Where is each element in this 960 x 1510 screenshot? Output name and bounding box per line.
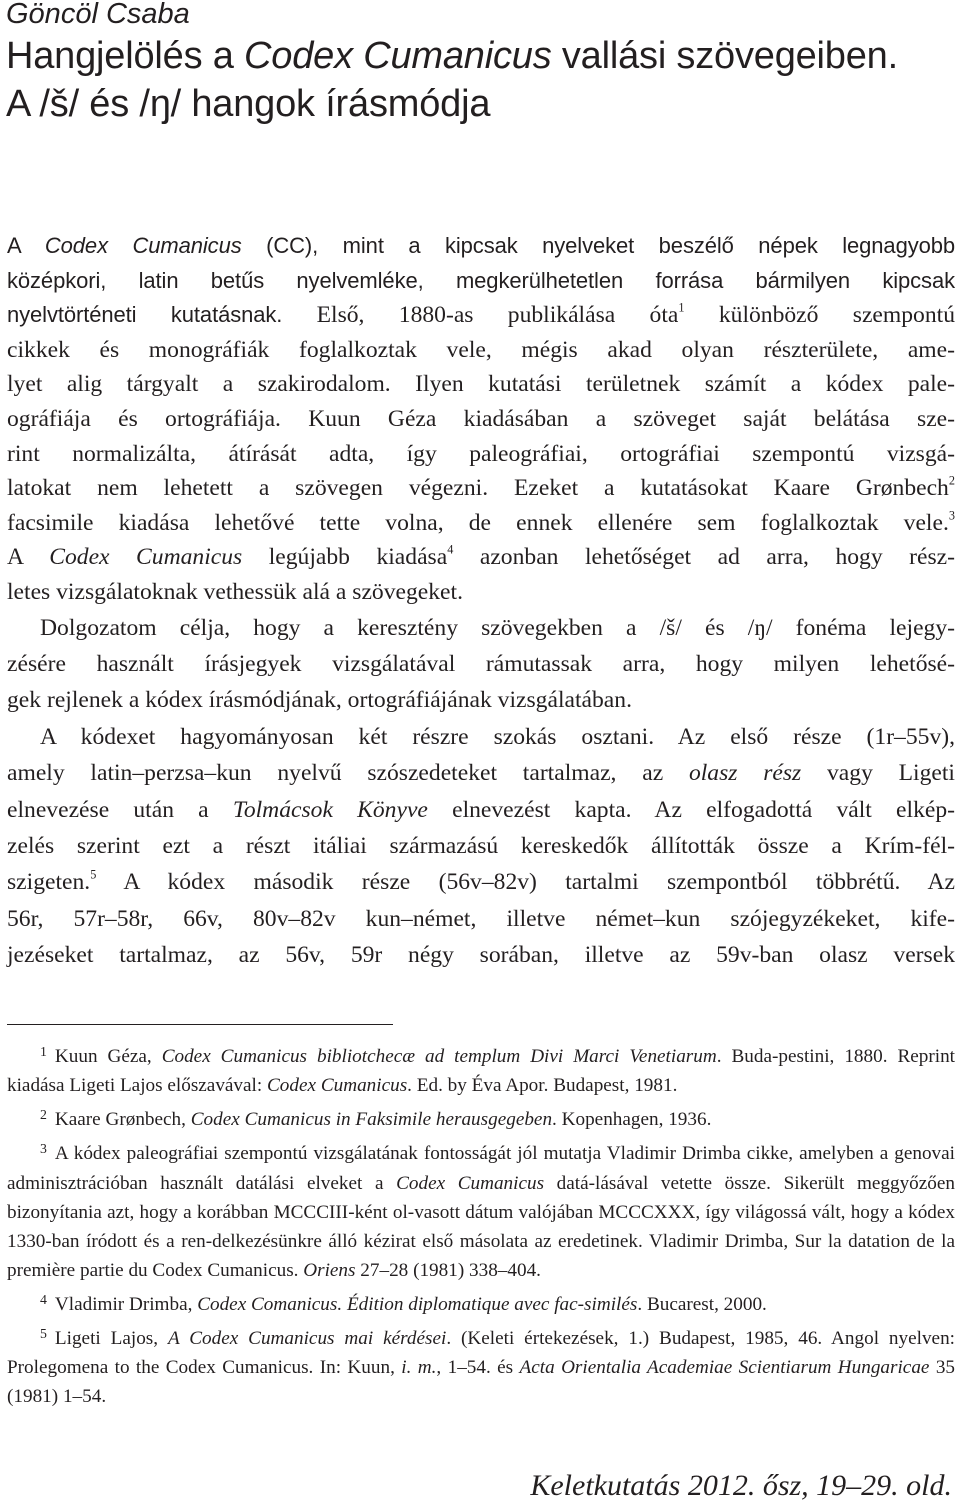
body-line: elnevezése után a Tolmácsok Könyve elnevezést kapta. Az elfogadottá vált elkép-	[7, 796, 956, 823]
footnote-1: $^1$ Kuun Géza, Codex Cumanicus bibliotchecæ ad templum Divi Marci Venetiarum. Buda-pestini, 1880. Reprint kiadása Ligeti Lajos előszavával: Codex Cumanicus. Ed. by Éva Apor. Budapest, 1981.	[7, 1044, 956, 1097]
footnote-5: $^5$ Ligeti Lajos, A Codex Cumanicus mai kérdései. (Keleti értekezések, 1.) Budapest, 1985, 46. Angol nyelven: Prolegomena to the Codex Cumanicus. In: Kuun, i. m., 1–54. és Acta Orientalia Academiae Scientiarum Hungaricae 35 (1981) 1–54.	[7, 1325, 956, 1408]
paragraph-3	[7, 719, 955, 974]
body-line: A Codex Cumanicus legújabb kiadása$^4$ azonban lehetőséget ad arra, hogy rész-	[7, 542, 955, 571]
body-line: rint normalizálta, átírását adta, így paleográfiai, ortográfiai szempontú vizsgá-	[7, 440, 955, 467]
author-name: Göncöl Csaba	[6, 0, 190, 30]
body-line: latokat nem lehetett a szövegen végezni. Ezeket a kutatásokat Kaare Grønbech$^2$	[7, 473, 955, 502]
title-line-1: Hangjelölés a Codex Cumanicus vallási szövegeiben.	[6, 35, 898, 77]
journal-footer: Keletkutatás 2012. ősz, 19–29. old.	[530, 1469, 952, 1502]
footnote-ref: 4	[447, 542, 454, 557]
footnote-ref: 3	[948, 508, 955, 523]
paragraph-1	[7, 229, 955, 610]
body-line: cikkek és monográfiák foglalkoztak vele, mégis akad olyan részterülete, ame-	[7, 336, 955, 363]
body-line: jezéseket tartalmaz, az 56v, 59r négy sorában, illetve az 59v-ban olasz versek	[7, 942, 955, 969]
footnote-ref: 2	[948, 473, 955, 488]
body-line: gek rejlenek a kódex írásmódjának, ortográfiájának vizsgálatában.	[7, 687, 632, 714]
body-line: ográfiája és ortográfiája. Kuun Géza kiadásában a szöveget saját belátása sze-	[7, 405, 955, 432]
body-line: amely latin–perzsa–kun nyelvű szószedeteket tartalmaz, az olasz rész vagy Ligeti	[7, 760, 955, 787]
body-line: A kódexet hagyományosan két részre szokás osztani. Az első része (1r–55v),	[40, 723, 955, 750]
title-line-2: A /š/ és /ŋ/ hangok írásmódja	[6, 83, 491, 125]
body-line: A Codex Cumanicus (CC), mint a kipcsak nyelveket beszélő népek legnagyobb	[7, 233, 956, 258]
body-line: letes vizsgálatoknak vethessük alá a szövegeket.	[7, 578, 463, 605]
body-line: nyelvtörténeti kutatásnak. Első, 1880-as publikálása óta$^1$ különböző szempontú	[7, 300, 955, 329]
footnote-ref: 5	[90, 867, 97, 882]
body-line: facsimile kiadása lehetővé tette volna, de ennek ellenére sem foglalkoztak vele.$^3$	[7, 508, 955, 536]
article-body	[7, 229, 955, 974]
body-line: szigeten.$^5$ A kódex második része (56v–82v) tartalmi szempontból többrétű. Az	[7, 867, 955, 896]
title-italic: Codex Cumanicus	[244, 35, 552, 77]
footnote-4: $^4$ Vladimir Drimba, Codex Comanicus. Édition diplomatique avec fac-similés. Bucarest, 2000.	[40, 1291, 767, 1315]
footnote-ref: 1	[678, 300, 685, 315]
body-line: Dolgozatom célja, hogy a keresztény szövegekben a /š/ és /ŋ/ fonéma lejegy-	[40, 614, 955, 641]
footnote-2: $^2$ Kaare Grønbech, Codex Cumanicus in Faksimile herausgegeben. Kopenhagen, 1936.	[40, 1107, 712, 1131]
body-line: középkori, latin betűs nyelvemléke, megkerülhetetlen forrása bármilyen kipcsak	[7, 267, 955, 293]
footnote-separator	[7, 1024, 393, 1025]
footnotes	[7, 1037, 955, 1411]
body-line: zelés szerint ezt a részt itáliai származású kereskedők állították össze a Krím-fél-	[7, 832, 955, 859]
footnote-3: $^3$ A kódex paleográfiai szempontú vizsgálatának fontosságát jól mutatja Vladimir Drimba cikke, amelyben a genovai adminisztrációban használt datálási elveket a Codex Cumanicus datá-lásával vetette össze. Sikerült meggyőzően bizonyítania azt, hogy a korábban MCCCIII-ként ol-vasott dátum valójában MCCCXXX, így világossá vált, hogy a kódex 1330-ban íródott és a ren-delkezésünkre álló kézirat első másolata az eredetinek. Vladimir Drimba, Sur la datation de la première partie du Codex Cumanicus. Oriens 27–28 (1981) 338–404.	[7, 1141, 955, 1281]
article-title	[6, 32, 956, 128]
body-line: zésére használt írásjegyek vizsgálatával rámutassak arra, hogy milyen lehetősé-	[7, 650, 955, 677]
paragraph-2	[7, 610, 955, 719]
body-line: 56r, 57r–58r, 66v, 80v–82v kun–német, illetve német–kun szójegyzékeket, kife-	[7, 905, 955, 932]
body-line: lyet alig tárgyalt a szakirodalom. Ilyen kutatási területnek számít a kódex pale-	[7, 371, 955, 398]
